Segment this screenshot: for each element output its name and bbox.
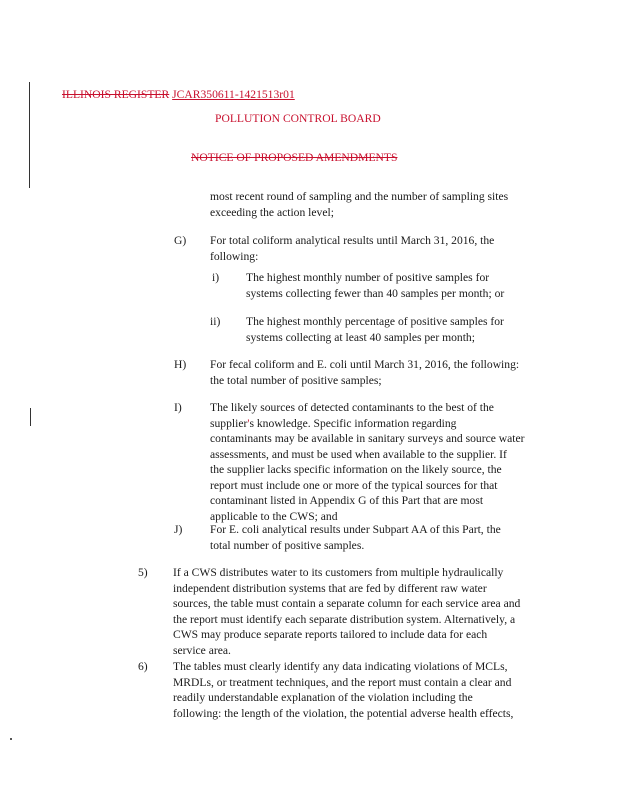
- item-g-label: G): [174, 234, 187, 247]
- item-g-text: [210, 233, 494, 264]
- item-g-line-2: following:: [210, 249, 259, 263]
- sub-ii-label: ii): [210, 315, 221, 328]
- item-i-line-2-b: s knowledge. Specific information regarding: [249, 416, 457, 430]
- sub-ii-line-1: The highest monthly percentage of positive samples for: [246, 315, 504, 328]
- revision-bar-item-i: [30, 408, 31, 426]
- item-j-line-1: For E. coli analytical results under Subpart AA of this Part, the: [210, 523, 501, 536]
- item-h-text: [210, 357, 519, 388]
- item-i-text: [210, 400, 525, 524]
- para-5-line-5: CWS may produce separate reports tailored to include data for each: [173, 628, 488, 641]
- register-code: JCAR350611-1421513r01: [172, 88, 295, 101]
- sub-i-label: i): [212, 271, 220, 284]
- para-5-line-3: sources, the table must contain a separate column for each service area and: [173, 597, 521, 610]
- item-i-line-3: contaminants may be available in sanitary surveys and source water: [210, 432, 525, 445]
- para-5-text: [173, 565, 520, 658]
- para-6-label: 6): [138, 660, 148, 673]
- item-j-text: [210, 522, 501, 553]
- continuation-line-1: most recent round of sampling and the number of sampling sites: [210, 190, 509, 203]
- notice-title: NOTICE OF PROPOSED AMENDMENTS: [191, 151, 398, 164]
- item-i-line-6: report must include one or more of the typical sources for that: [210, 478, 498, 492]
- item-i-label: I): [174, 401, 182, 414]
- continuation-line-2: exceeding the action level;: [210, 205, 334, 219]
- continuation-text: [210, 189, 508, 220]
- sub-ii-line-2: systems collecting at least 40 samples per month;: [246, 330, 475, 344]
- sub-ii-text: [246, 314, 504, 345]
- sub-i-text: [246, 270, 504, 301]
- item-i-line-8: applicable to the CWS; and: [210, 509, 338, 523]
- board-title: POLLUTION CONTROL BOARD: [215, 112, 381, 125]
- sub-i-line-1: The highest monthly number of positive samples for: [246, 271, 490, 284]
- inserted-apostrophe: ': [247, 416, 250, 430]
- para-5-label: 5): [138, 566, 148, 579]
- para-6-line-2: MRDLs, or treatment techniques, and the report must contain a clear and: [173, 675, 512, 689]
- item-h-line-2: the total number of positive samples;: [210, 373, 382, 387]
- page-mark: [10, 738, 12, 740]
- item-i-line-2-a: supplier: [210, 416, 248, 430]
- item-i-line-4: assessments, and must be used when available to the supplier. If: [210, 447, 507, 461]
- para-5-line-6: service area.: [173, 643, 231, 657]
- item-i-line-2: [210, 416, 525, 432]
- item-j-label: J): [174, 523, 183, 536]
- item-i-line-1: The likely sources of detected contaminants to the best of the: [210, 401, 494, 414]
- item-h-line-1: For fecal coliform and E. coli until March 31, 2016, the following:: [210, 358, 520, 371]
- item-g-line-1: For total coliform analytical results until March 31, 2016, the: [210, 234, 495, 247]
- para-6-line-4: following: the length of the violation, the potential adverse health effects,: [173, 706, 514, 720]
- para-6-line-1: The tables must clearly identify any data indicating violations of MCLs,: [173, 660, 508, 673]
- item-i-line-5: the supplier lacks specific information on the likely source, the: [210, 463, 502, 476]
- sub-i-line-2: systems collecting fewer than 40 samples per month; or: [246, 286, 505, 300]
- para-5-line-2: independent distribution systems that are fed by different raw water: [173, 581, 487, 595]
- register-title-struck: ILLINOIS REGISTER: [62, 88, 170, 101]
- item-j-line-2: total number of positive samples.: [210, 538, 365, 552]
- para-6-text: [173, 659, 513, 721]
- register-line: [62, 88, 295, 102]
- item-h-label: H): [174, 358, 187, 371]
- item-i-line-7: contaminant listed in Appendix G of this Part that are most: [210, 494, 484, 507]
- para-6-line-3: readily understandable explanation of the violation including the: [173, 691, 473, 704]
- para-5-line-4: the report must identify each separate distribution system. Alternatively, a: [173, 612, 516, 626]
- revision-bar-header: [29, 82, 30, 188]
- para-5-line-1: If a CWS distributes water to its customers from multiple hydraulically: [173, 566, 504, 579]
